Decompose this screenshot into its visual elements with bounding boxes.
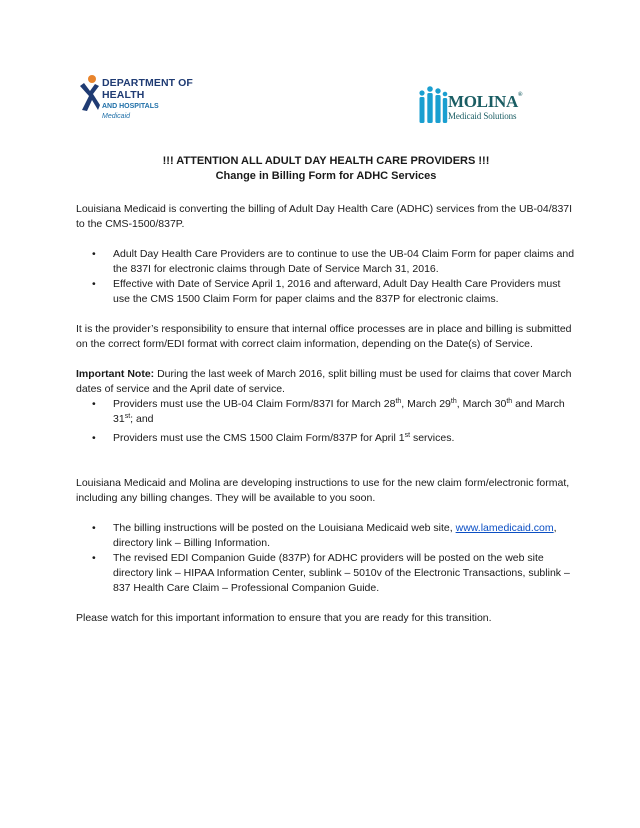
list-item: • Providers must use the CMS 1500 Claim Form/837P for April 1st services. (92, 432, 455, 444)
lamedicaid-link[interactable]: www.lamedicaid.com (455, 522, 554, 534)
dhh-medicaid-logo (78, 74, 210, 126)
closing-paragraph: Please watch for this important information to ensure that you are ready for this transition. (76, 612, 492, 624)
dhh-logo-line4: Medicaid (102, 113, 131, 120)
important-note-label: Important Note: (76, 368, 155, 380)
notice-title-line1: !!! ATTENTION ALL ADULT DAY HEALTH CARE PROVIDERS !!! (162, 155, 490, 167)
molina-logo (418, 82, 523, 126)
important-note-paragraph: Important Note: During the last week of March 2016, split billing must be used for claims that cover March dates of service and the April date of service. (76, 368, 572, 395)
list-item: • The billing instructions will be posted on the Louisiana Medicaid web site, www.lamedicaid.com, directory link – Billing Information. (92, 522, 557, 549)
list-item: • Providers must use the UB-04 Claim Form/837I for March 28th, March 29th, March 30th and March 31st; and (92, 398, 565, 425)
dhh-figure-icon (78, 74, 100, 114)
dhh-logo-line3: AND HOSPITALS (102, 103, 159, 110)
molina-people-icon (418, 84, 448, 124)
molina-logo-subtitle: Medicaid Solutions (448, 111, 517, 121)
split-billing-list (76, 397, 576, 446)
molina-logo-name: MOLINA® (448, 92, 523, 111)
list-item: • The revised EDI Companion Guide (837P) for ADHC providers will be posted on the web site directory link – HIPAA Information Center, sublink – 5010v of the Electronic Transactions, sublink – 837 Health Care Claim – Professional Companion Guide. (92, 552, 570, 594)
developing-paragraph: Louisiana Medicaid and Molina are developing instructions to use for the new claim form/electronic format, including any billing changes. They will be available to you soon. (76, 477, 570, 504)
intro-paragraph: Louisiana Medicaid is converting the billing of Adult Day Health Care (ADHC) services from the UB-04/837I to the CMS-1500/837P. (76, 203, 573, 230)
bullet-icon: • (92, 522, 96, 534)
posting-info-list (76, 521, 576, 596)
bullet-icon: • (92, 248, 96, 260)
list-item: • Effective with Date of Service April 1, 2016 and afterward, Adult Day Health Care Providers must use the CMS 1500 Claim Form for paper claims and the 837P for electronic claims. (92, 278, 561, 305)
bullet-icon: • (92, 398, 96, 410)
responsibility-paragraph: It is the provider’s responsibility to ensure that internal office processes are in place and billing is submitted on the correct form/EDI format with correct claim information, depending on the Date(s) of Service. (76, 323, 572, 350)
form-change-list (76, 247, 576, 307)
list-item: • Adult Day Health Care Providers are to continue to use the UB-04 Claim Form for paper claims and the 837I for electronic claims through Date of Service March 31, 2016. (92, 248, 575, 275)
dhh-logo-line1: DEPARTMENT OF (102, 77, 193, 89)
bullet-icon: • (92, 278, 96, 290)
dhh-logo-line2: HEALTH (102, 88, 145, 101)
bullet-icon: • (92, 552, 96, 564)
notice-title-line2: Change in Billing Form for ADHC Services (215, 170, 437, 182)
bullet-icon: • (92, 432, 96, 444)
notice-document (76, 154, 576, 626)
